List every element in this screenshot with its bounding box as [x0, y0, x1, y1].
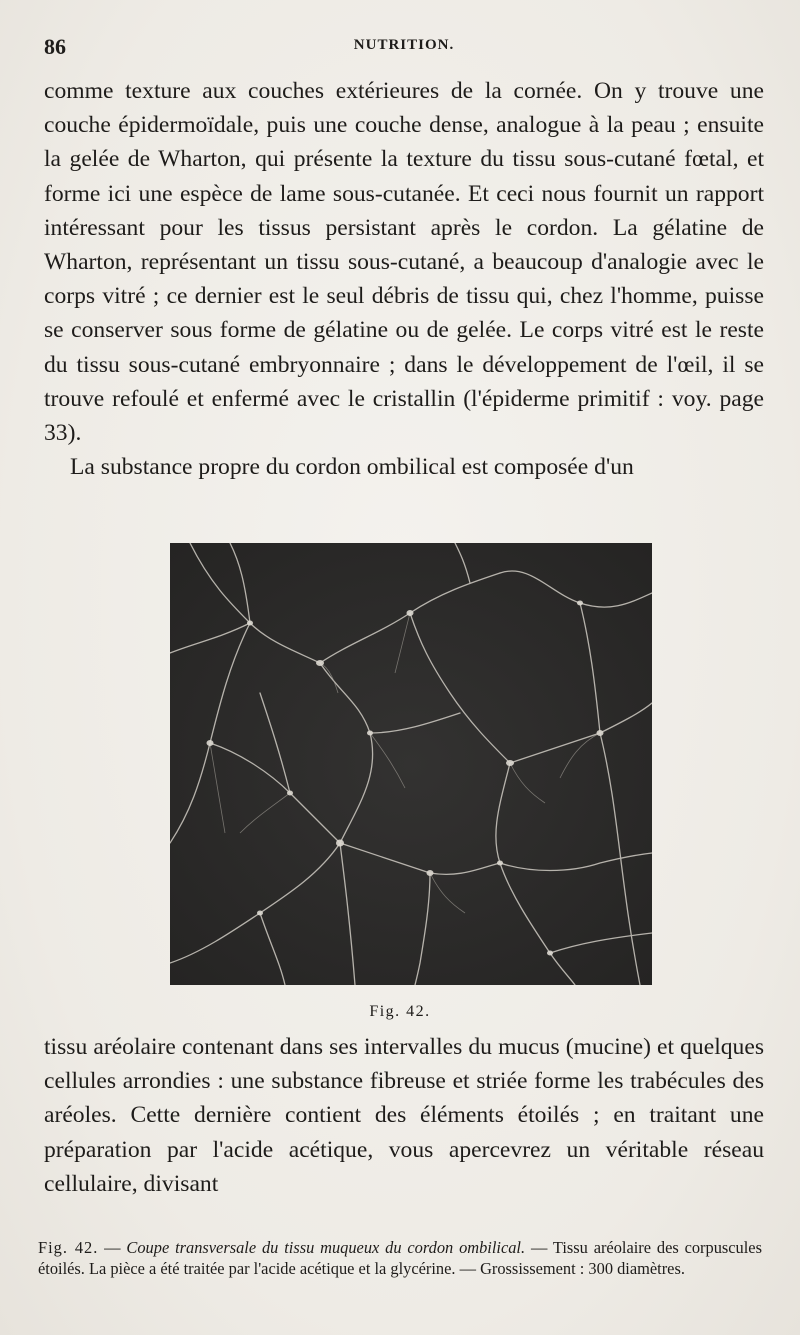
figure-caption [38, 1237, 762, 1279]
page-header [44, 34, 764, 60]
page-number: 86 [44, 34, 66, 59]
paragraph-top [44, 74, 764, 484]
caption-figure-ref: Fig. 42. [38, 1238, 99, 1257]
caption-dash: — [104, 1238, 121, 1257]
caption-title: Coupe transversale du tissu muqueux du cordon ombilical. [126, 1238, 526, 1257]
paragraph-bottom: tissu aréolaire contenant dans ses intervalles du mucus (mucine) et quelques cellules arrondies : une substance fibreuse et striée forme les trabécules des aréoles. Cette dernière contient des éléments étoilés ; en traitant une préparation par l'acide acétique, vous apercevrez un véritable réseau cellulaire, divisant [44, 1034, 764, 1197]
caption-text: — Tissu aréolaire des corpuscules étoilés. La pièce a été traitée par l'acide acétique et la glycérine. — Grossissement : 300 diamètres. [38, 1238, 762, 1278]
figure-micrograph [170, 543, 652, 985]
figure-label: Fig. 42. [369, 1003, 431, 1020]
micrograph-illustration [170, 543, 652, 985]
paragraph-start-text: La substance propre du cordon ombilical est composée d'un [70, 454, 634, 481]
paragraph-top-text: comme texture aux couches extérieures de la cornée. On y trouve une couche épidermoïdale, puis une couche dense, analogue à la peau ; ensuite la gelée de Wharton, qui présente la texture du tissu sous-cutané fœtal, et forme ici une espèce de lame sous-cutanée. Et ceci nous fournit un rapport intéressant pour les tissus persistant après le cordon. La gélatine de Wharton, représentant un tissu sous-cutané, a beaucoup d'analogie avec le corps vitré ; ce dernier est le seul débris de tissu qui, chez l'homme, puisse se conserver sous forme de gélatine ou de gelée. Le corps vitré est le reste du tissu sous-cutané embryonnaire ; dans le développement de l'œil, il se trouve refoulé et enfermé avec le cristallin (l'épiderme primitif : voy. page 33). [44, 78, 764, 447]
running-head: NUTRITION. [353, 37, 455, 53]
